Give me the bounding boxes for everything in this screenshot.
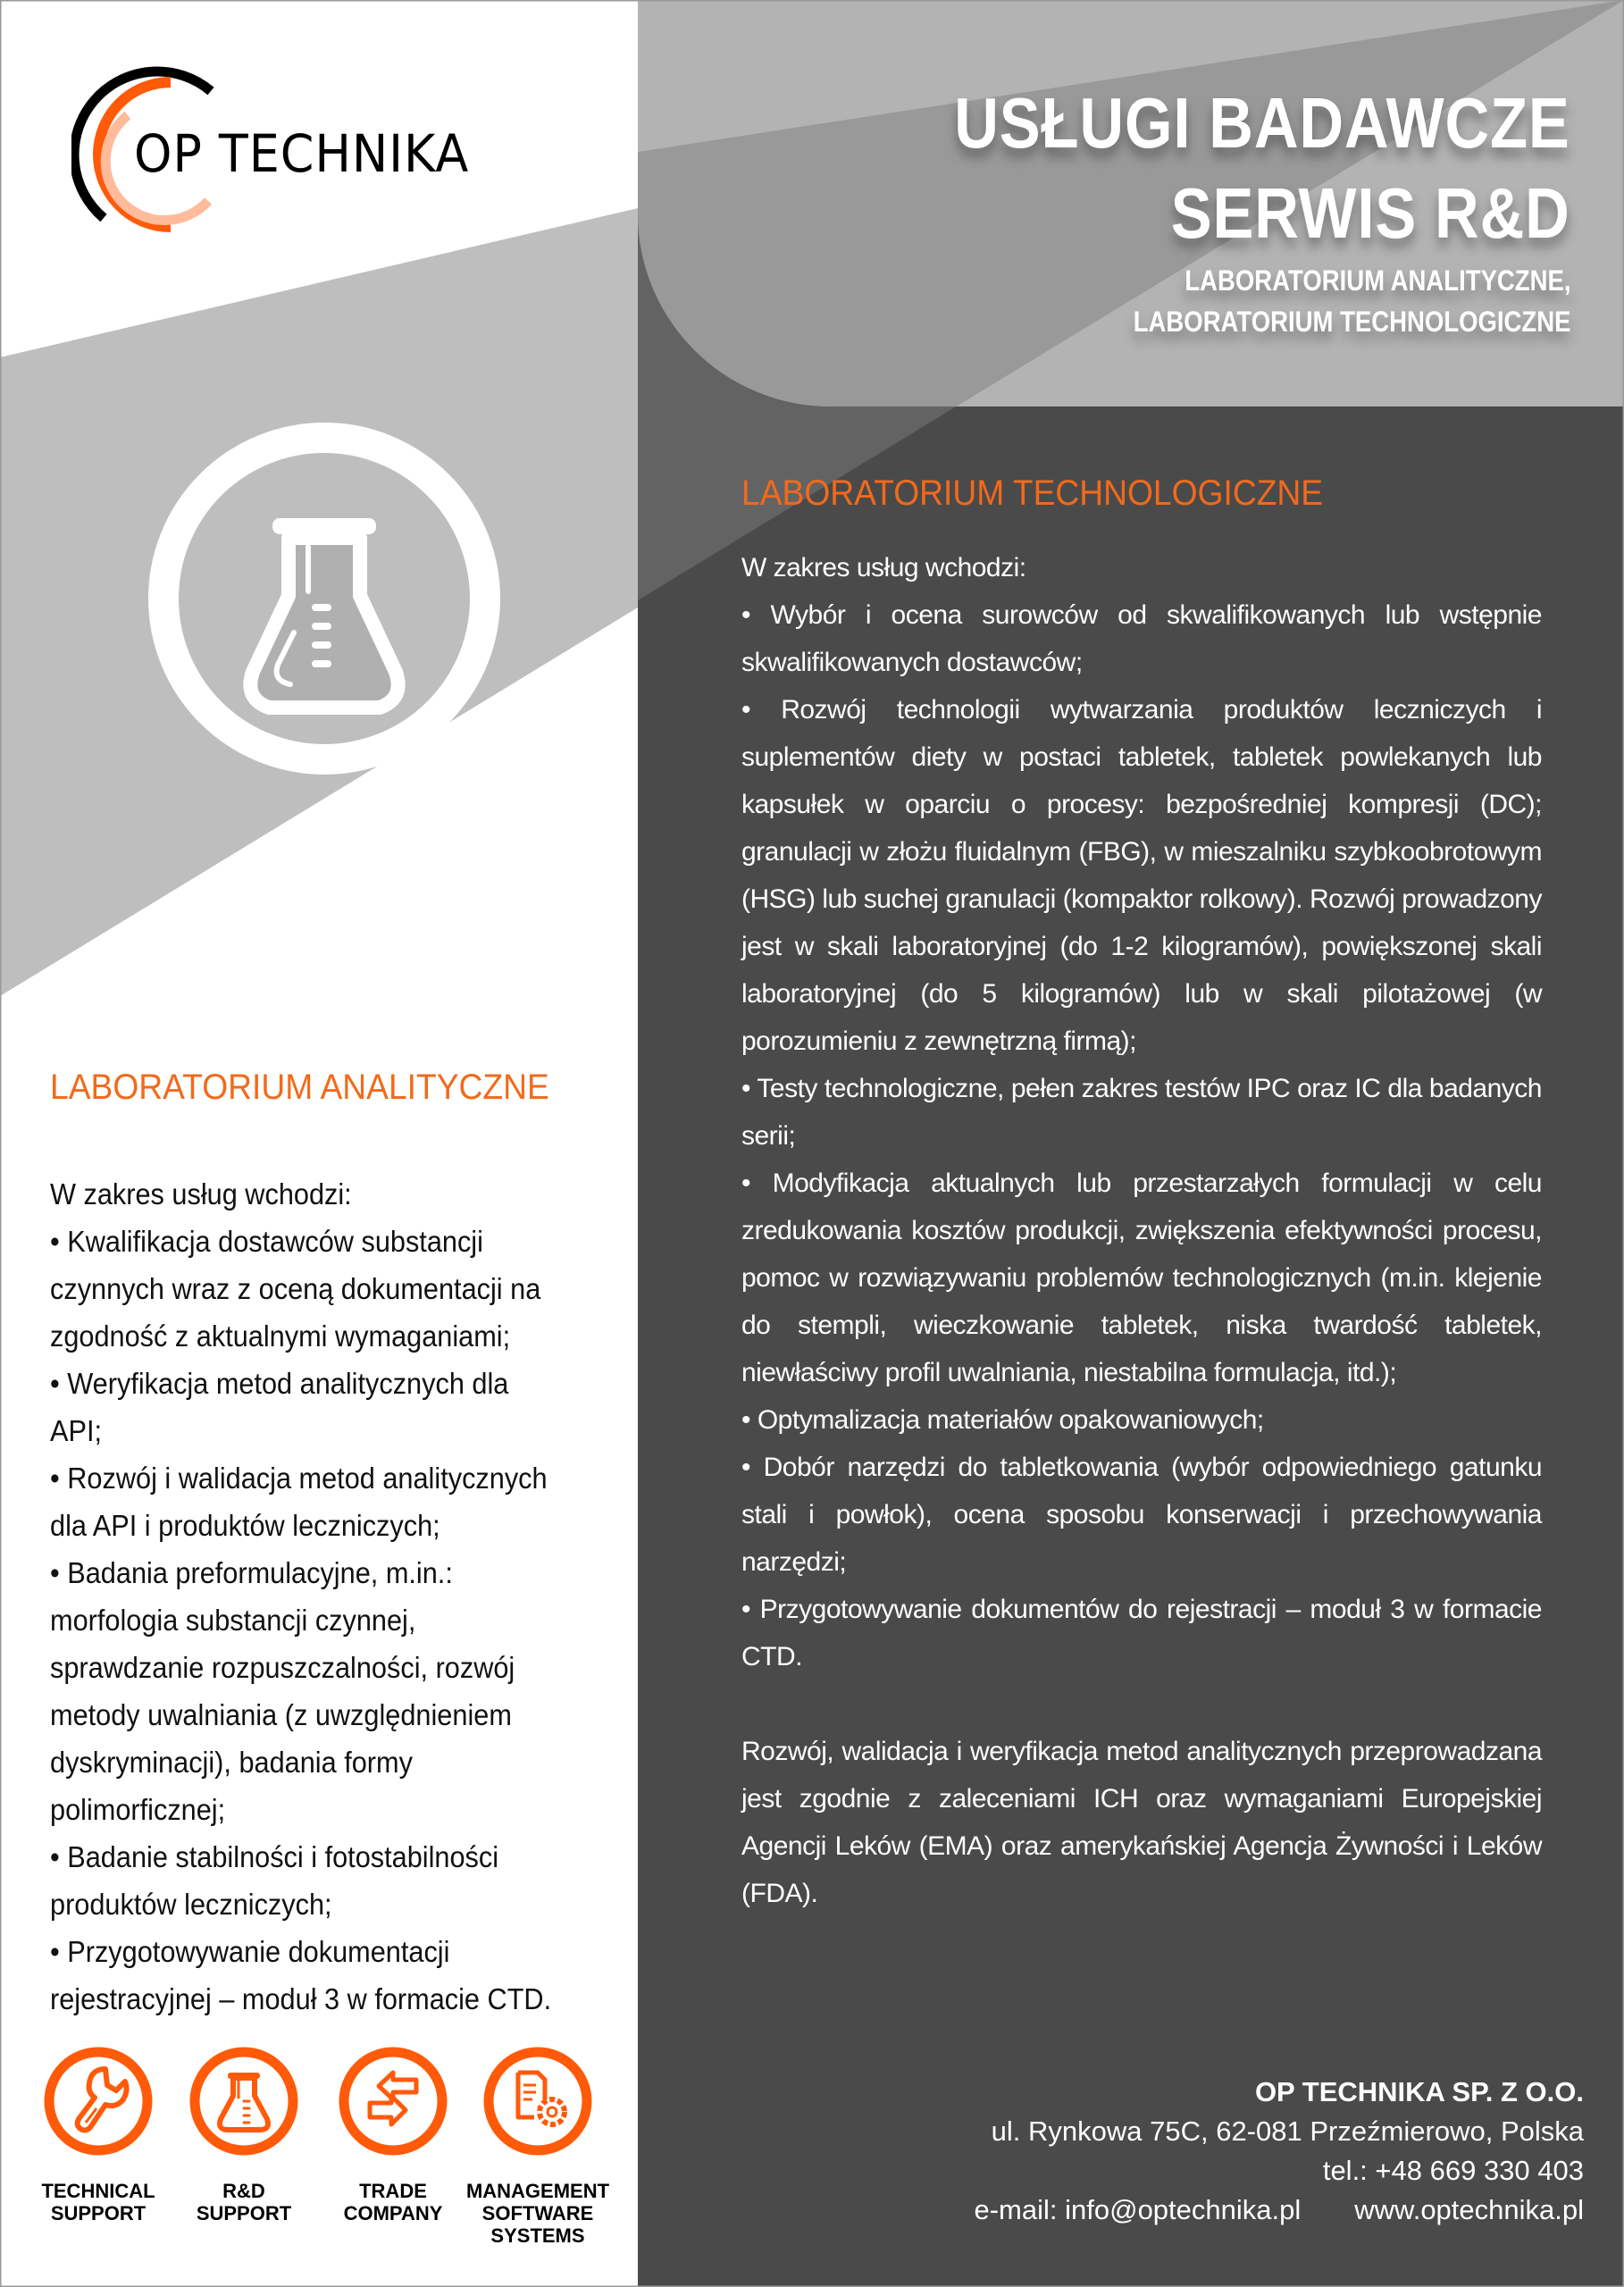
page-subtitle-line-1: LABORATORIUM ANALITYCZNE, (1184, 264, 1570, 297)
document-gear-icon (482, 2046, 593, 2157)
technological-lab-intro: W zakres usług wchodzi: (741, 553, 1026, 582)
wrench-icon (43, 2046, 154, 2157)
service-label: TRADE COMPANY (343, 2180, 443, 2224)
page-subtitle-line-2: LABORATORIUM TECHNOLOGICZNE (1133, 306, 1570, 338)
technological-lab-item: • Wybór i ocena surowców od skwalifikowanych lub wstępnie skwalifikowanych dostawców; (741, 600, 1542, 677)
analytical-lab-line: metody uwalniania (z uwzględnieniem (50, 1698, 512, 1731)
technological-lab-item: • Modyfikacja aktualnych lub przestarzałych formulacji w celu zredukowania kosztów produkcji, zwiększenia efektywności procesu, pomoc w rozwiązywaniu problemów technologicznych (m.in. klejenie do stempli, wieczkowanie tabletek, niska twardość tabletek, niewłaściwy profil uwalniania, niestabilna formulacja, itd.); (741, 1169, 1542, 1387)
technological-lab-item: • Przygotowywanie dokumentów do rejestracji – moduł 3 w formacie CTD. (741, 1595, 1542, 1671)
service-management-software (462, 2046, 614, 2247)
flask-icon (188, 2046, 299, 2157)
analytical-lab-line: dyskryminacji), badania formy (50, 1746, 413, 1779)
analytical-lab-line: polimorficznej; (50, 1793, 226, 1826)
technological-lab-heading: LABORATORIUM TECHNOLOGICZNE (741, 473, 1324, 513)
service-label: MANAGEMENT SOFTWARE SYSTEMS (465, 2180, 610, 2247)
service-label: TECHNICAL SUPPORT (41, 2180, 155, 2224)
technological-lab-closing: Rozwój, walidacja i weryfikacja metod analitycznych przeprowadzana jest zgodnie z zaleceniami ICH oraz wymaganiami Europejskiej Agencji Leków (EMA) oraz amerykańskiej Agencja Żywności i Leków (FDA). (741, 1737, 1542, 1908)
company-website-link[interactable]: www.optechnika.pl (1354, 2194, 1584, 2225)
analytical-lab-line: sprawdzanie rozpuszczalności, rozwój (50, 1651, 515, 1684)
technological-lab-item: • Testy technologiczne, pełen zakres testów IPC oraz IC dla badanych serii; (741, 1074, 1542, 1151)
contact-block (974, 2073, 1584, 2230)
analytical-lab-line: • Przygotowywanie dokumentacji (50, 1935, 450, 1968)
page-title-line-2: SERWIS R&D (1171, 173, 1570, 253)
analytical-lab-heading: LABORATORIUM ANALITYCZNE (50, 1068, 549, 1107)
flask-icon (147, 422, 501, 775)
analytical-lab-section (50, 1068, 622, 2023)
analytical-lab-line: • Badania preformulacyjne, m.in.: (50, 1556, 453, 1589)
company-address: ul. Rynkowa 75C, 62-081 Przeźmierowo, Polska (991, 2115, 1584, 2147)
technological-lab-item: • Rozwój technologii wytwarzania produktów leczniczych i suplementów diety w postaci tabletek, tabletek powlekanych lub kapsułek w oparciu o procesy: bezpośredniej kompresji (DC); granulacji w złożu fluidalnym (FBG), w mieszalniku szybkoobrotowym (HSG) lub suchej granulacji (kompaktor rolkowy). Rozwój prowadzony jest w skali laboratoryjnej (do 1-2 kilogramów), powiększonej skali laboratoryjnej (do 5 kilogramów) lub w skali pilotażowej (w porozumieniu z zewnętrzną firmą); (741, 695, 1542, 1056)
company-name: OP TECHNIKA SP. Z O.O. (1254, 2076, 1584, 2107)
analytical-lab-line: • Rozwój i walidacja metod analitycznych (50, 1462, 548, 1495)
analytical-lab-line: czynnych wraz z oceną dokumentacji na (50, 1272, 541, 1305)
analytical-lab-line: dla API i produktów leczniczych; (50, 1509, 440, 1542)
analytical-lab-body (50, 1170, 582, 2023)
analytical-lab-line: • Badanie stabilności i fotostabilności (50, 1840, 499, 1873)
analytical-lab-line: W zakres usług wchodzi: (50, 1177, 352, 1211)
analytical-lab-line: zgodność z aktualnymi wymaganiami; (50, 1319, 511, 1353)
technological-lab-body (741, 544, 1542, 1917)
logo-text: OP TECHNIKA (134, 123, 470, 184)
service-technical-support (22, 2046, 174, 2224)
analytical-lab-line: produktów leczniczych; (50, 1888, 332, 1921)
service-label: R&D SUPPORT (196, 2180, 292, 2224)
analytical-lab-line: • Weryfikacja metod analitycznych dla (50, 1367, 509, 1400)
service-rd-support (168, 2046, 320, 2224)
technological-lab-section (741, 473, 1542, 1917)
analytical-lab-line: morfologia substancji czynnej, (50, 1604, 416, 1637)
company-phone[interactable]: tel.: +48 669 330 403 (1322, 2155, 1584, 2186)
company-email-link[interactable]: e-mail: info@optechnika.pl (974, 2194, 1302, 2225)
page-title-line-1: USŁUGI BADAWCZE (954, 83, 1570, 163)
analytical-lab-line: rejestracyjnej – moduł 3 w formacie CTD. (50, 1982, 552, 2015)
service-trade-company (317, 2046, 469, 2224)
analytical-lab-line: API; (50, 1414, 102, 1447)
contact-email-website-row (974, 2191, 1584, 2230)
analytical-lab-line: • Kwalifikacja dostawców substancji (50, 1225, 483, 1258)
technological-lab-item: • Optymalizacja materiałów opakowaniowych; (741, 1405, 1264, 1435)
technological-lab-item: • Dobór narzędzi do tabletkowania (wybór odpowiedniego gatunku stali i powłok), ocena sposobu konserwacji i przechowywania narzędzi; (741, 1453, 1542, 1577)
exchange-arrows-icon (338, 2046, 448, 2157)
